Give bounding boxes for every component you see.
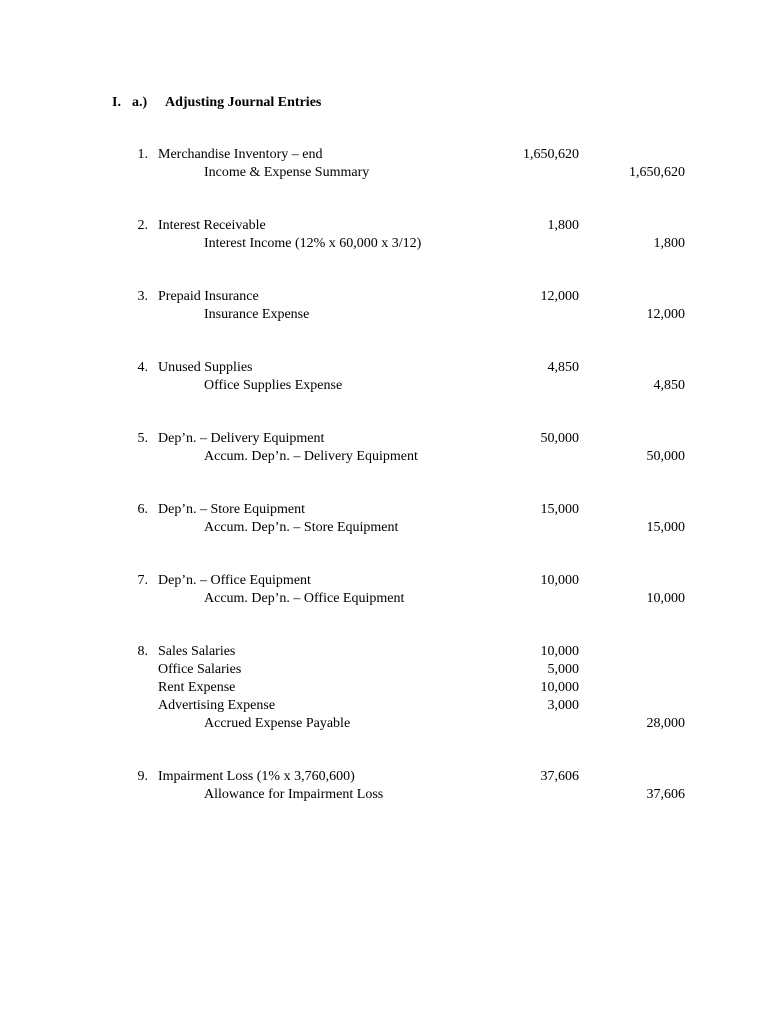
debit-amount: 15,000 (540, 502, 579, 517)
section-heading (112, 94, 321, 112)
journal-line (0, 430, 768, 448)
debit-account-name: Office Salaries (158, 662, 242, 677)
journal-line (0, 661, 768, 679)
journal-entry (0, 146, 768, 182)
credit-account-name: Office Supplies Expense (204, 378, 343, 393)
credit-amount: 1,650,620 (629, 165, 685, 180)
credit-account-name: Accrued Expense Payable (204, 716, 351, 731)
credit-account-name: Insurance Expense (204, 307, 310, 322)
debit-account-name: Impairment Loss (1% x 3,760,600) (158, 769, 355, 784)
journal-line (0, 359, 768, 377)
credit-amount: 15,000 (646, 520, 685, 535)
credit-amount: 12,000 (646, 307, 685, 322)
credit-account-name: Allowance for Impairment Loss (204, 787, 384, 802)
journal-line (0, 768, 768, 786)
journal-line (0, 146, 768, 164)
journal-entry (0, 430, 768, 466)
debit-account-name: Sales Salaries (158, 644, 236, 659)
debit-amount: 1,800 (547, 218, 579, 233)
entry-number: 3. (137, 289, 148, 304)
credit-amount: 1,800 (653, 236, 685, 251)
entry-number: 7. (137, 573, 148, 588)
journal-line (0, 448, 768, 466)
journal-line (0, 786, 768, 804)
journal-line (0, 501, 768, 519)
journal-entry (0, 359, 768, 395)
debit-account-name: Dep’n. – Delivery Equipment (158, 431, 325, 446)
debit-account-name: Prepaid Insurance (158, 289, 259, 304)
entry-number: 4. (137, 360, 148, 375)
heading-title: Adjusting Journal Entries (165, 95, 322, 110)
entry-number: 5. (137, 431, 148, 446)
debit-amount: 3,000 (547, 698, 579, 713)
journal-line (0, 572, 768, 590)
journal-line (0, 590, 768, 608)
credit-amount: 4,850 (653, 378, 685, 393)
journal-line (0, 164, 768, 182)
credit-amount: 37,606 (646, 787, 685, 802)
credit-account-name: Accum. Dep’n. – Office Equipment (204, 591, 405, 606)
journal-entry (0, 768, 768, 804)
credit-amount: 50,000 (646, 449, 685, 464)
debit-amount: 37,606 (540, 769, 579, 784)
debit-amount: 10,000 (540, 573, 579, 588)
credit-amount: 28,000 (646, 716, 685, 731)
debit-amount: 10,000 (540, 680, 579, 695)
journal-line (0, 288, 768, 306)
journal-entry (0, 501, 768, 537)
debit-account-name: Rent Expense (158, 680, 236, 695)
debit-amount: 5,000 (547, 662, 579, 677)
journal-line (0, 377, 768, 395)
debit-account-name: Merchandise Inventory – end (158, 147, 323, 162)
journal-line (0, 679, 768, 697)
debit-amount: 4,850 (547, 360, 579, 375)
debit-amount: 12,000 (540, 289, 579, 304)
debit-account-name: Interest Receivable (158, 218, 266, 233)
credit-account-name: Income & Expense Summary (204, 165, 370, 180)
debit-account-name: Dep’n. – Store Equipment (158, 502, 305, 517)
entry-number: 1. (137, 147, 148, 162)
journal-line (0, 715, 768, 733)
subsection-label: a.) (132, 95, 148, 110)
entry-number: 2. (137, 218, 148, 233)
debit-amount: 10,000 (540, 644, 579, 659)
credit-account-name: Accum. Dep’n. – Delivery Equipment (204, 449, 418, 464)
credit-amount: 10,000 (646, 591, 685, 606)
entry-number: 9. (137, 769, 148, 784)
journal-entry (0, 288, 768, 324)
entry-number: 8. (137, 644, 148, 659)
credit-account-name: Interest Income (12% x 60,000 x 3/12) (204, 236, 422, 251)
section-number: I. (112, 95, 121, 110)
debit-account-name: Dep’n. – Office Equipment (158, 573, 311, 588)
entry-number: 6. (137, 502, 148, 517)
credit-account-name: Accum. Dep’n. – Store Equipment (204, 520, 399, 535)
journal-line (0, 519, 768, 537)
journal-entry (0, 643, 768, 733)
journal-entry (0, 217, 768, 253)
debit-amount: 1,650,620 (523, 147, 579, 162)
journal-entries (0, 146, 768, 839)
debit-account-name: Unused Supplies (158, 360, 253, 375)
journal-line (0, 643, 768, 661)
debit-account-name: Advertising Expense (158, 698, 276, 713)
journal-entry (0, 572, 768, 608)
debit-amount: 50,000 (540, 431, 579, 446)
journal-line (0, 697, 768, 715)
journal-line (0, 217, 768, 235)
journal-line (0, 235, 768, 253)
journal-line (0, 306, 768, 324)
